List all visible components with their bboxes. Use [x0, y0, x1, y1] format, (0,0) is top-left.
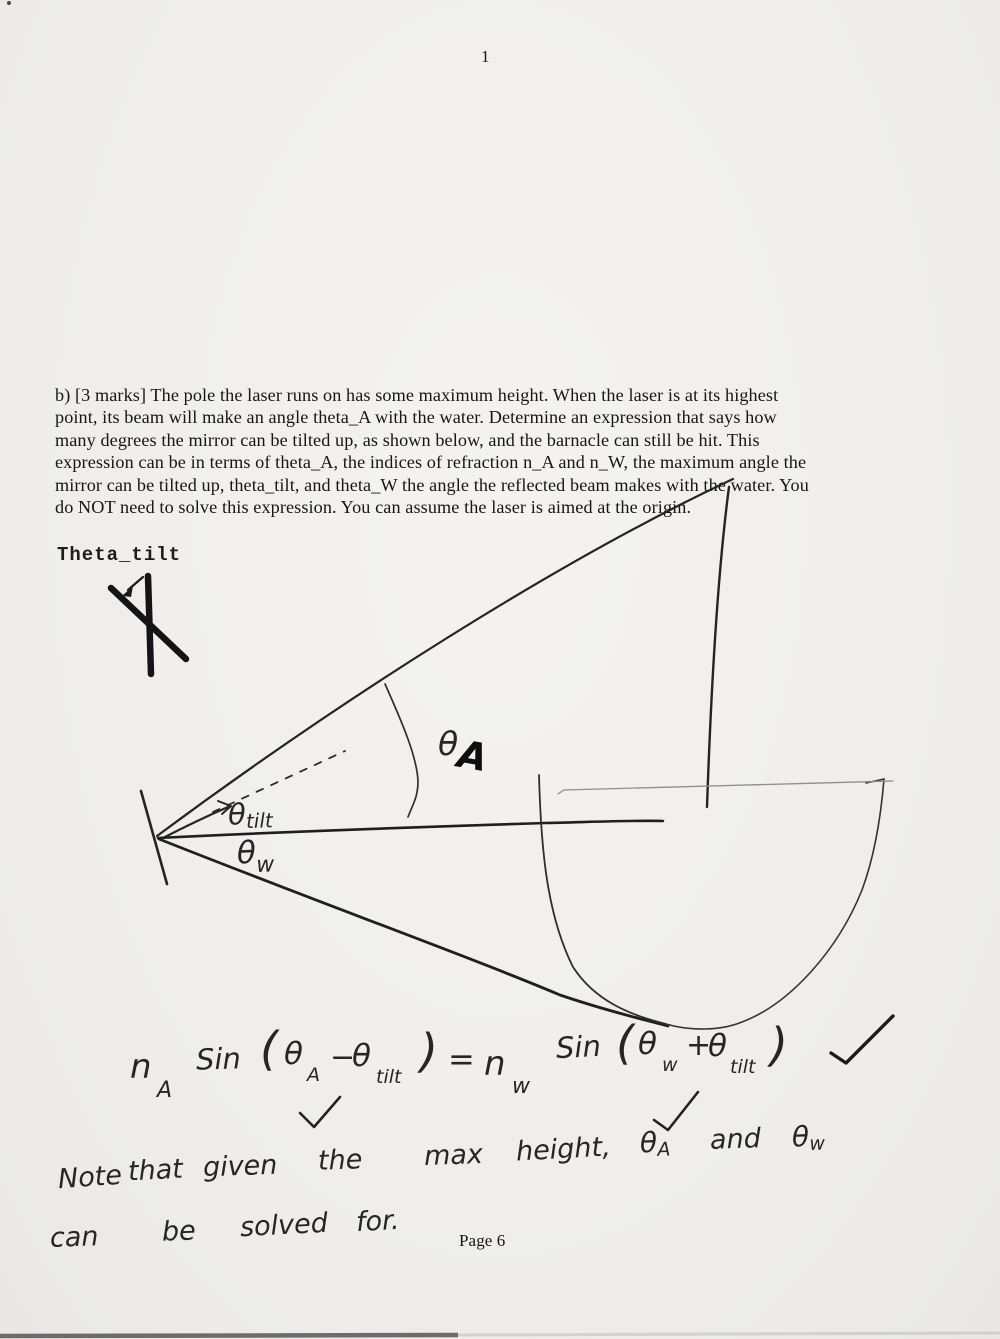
eq-theta3-sub: w: [662, 1054, 678, 1076]
note-theta-a-symbol: θ: [639, 1125, 658, 1160]
checkmark-left-icon: [300, 1097, 340, 1127]
eq-theta1-sub: A: [307, 1064, 320, 1086]
note-theta-w-subscript: w: [808, 1132, 826, 1155]
theta-tilt-annotation: Theta_tilt: [57, 544, 182, 566]
note-word-be: be: [161, 1215, 197, 1248]
refracted-beam-line: [159, 839, 668, 1026]
eq-lparen2: (: [616, 1016, 634, 1070]
scan-dot: [7, 1, 11, 5]
eq-n1-sub: A: [157, 1078, 173, 1103]
checkmark-middle-icon: [654, 1092, 698, 1130]
eq-n2-sub: w: [512, 1074, 530, 1099]
note-theta-w: [791, 1119, 825, 1155]
note-theta-a-subscript: A: [656, 1138, 671, 1161]
page-footer: Page 6: [459, 1231, 506, 1250]
note-word-can: can: [49, 1221, 100, 1254]
mirror-tilt-arrow-shaft: [128, 577, 143, 590]
eq-theta4-sub: tilt: [730, 1056, 756, 1078]
eq-lparen1: (: [260, 1022, 278, 1076]
scan-edge-bottom-light: [458, 1333, 1000, 1335]
note-word-max: max: [423, 1138, 484, 1173]
mirror-tilt-arrow-head-icon: [122, 586, 133, 597]
eq-theta2: θ: [352, 1038, 371, 1074]
note-word-solved: solved: [239, 1207, 329, 1244]
problem-line-6: do NOT need to solve this expression. You can assume the laser is aimed at the origin.: [55, 497, 692, 518]
scan-edge-bottom: [0, 1335, 458, 1336]
problem-line-3: many degrees the mirror can be tilted up, as shown below, and the barnacle can still be hit. This: [55, 429, 760, 450]
theta-tilt-label: [227, 796, 273, 834]
note-word-the: the: [317, 1144, 363, 1177]
theta-w-symbol: θ: [236, 834, 257, 872]
eq-rparen2: ): [770, 1018, 788, 1072]
note-word-for: for.: [355, 1204, 401, 1239]
theta-a-symbol: θ: [438, 724, 459, 763]
eq-plus: +: [686, 1028, 712, 1063]
hull-left-curve: [539, 775, 666, 1024]
eq-n1: n: [130, 1047, 152, 1087]
eq-sin2: Sin: [555, 1028, 602, 1066]
eq-rparen1: ): [420, 1024, 438, 1078]
note-word-and: and: [709, 1123, 762, 1156]
note-word-that: that: [127, 1153, 184, 1188]
eq-theta1: θ: [284, 1036, 303, 1072]
eq-theta2-sub: tilt: [376, 1066, 402, 1088]
problem-line-5: mirror can be tilted up, theta_tilt, and theta_W the angle the reflected beam makes with the water. You: [55, 474, 809, 495]
page-number-top: 1: [481, 47, 490, 66]
note-word-note: Note: [56, 1159, 123, 1196]
pole-line: [707, 487, 729, 807]
theta-tilt-subscript: tilt: [245, 808, 274, 834]
note-theta-w-symbol: θ: [791, 1119, 810, 1154]
theta-w-label: [236, 834, 274, 878]
hull-right-curve: [666, 779, 884, 1029]
deck-line: [558, 781, 893, 794]
laser-beam-line: [157, 479, 733, 836]
problem-line-2: point, its beam will make an angle theta_A with the water. Determine an expression that says how: [55, 407, 777, 428]
note-word-given: given: [202, 1149, 278, 1184]
theta-a-subscript: A: [454, 731, 492, 781]
theta-a-arc: [385, 684, 418, 817]
theta-a-label: [438, 724, 492, 781]
tilt-angle-arrow-shaft: [163, 807, 228, 838]
note-word-height: height,: [515, 1131, 612, 1168]
eq-minus: −: [330, 1040, 356, 1075]
eq-sin1: Sin: [195, 1041, 242, 1077]
problem-line-4: expression can be in terms of theta_A, the indices of refraction n_A and n_W, the maximum angle the: [55, 452, 807, 473]
theta-tilt-symbol: θ: [227, 797, 247, 832]
checkmark-right-icon: [831, 1016, 893, 1063]
note-theta-a: [639, 1125, 670, 1161]
eq-equals: =: [448, 1040, 475, 1078]
eq-theta4: θ: [708, 1028, 727, 1064]
problem-line-1: b) [3 marks] The pole the laser runs on has some maximum height. When the laser is at its highest: [55, 385, 779, 405]
eq-n2: n: [484, 1044, 506, 1084]
theta-w-subscript: w: [255, 852, 275, 878]
eq-theta3: θ: [638, 1026, 657, 1062]
